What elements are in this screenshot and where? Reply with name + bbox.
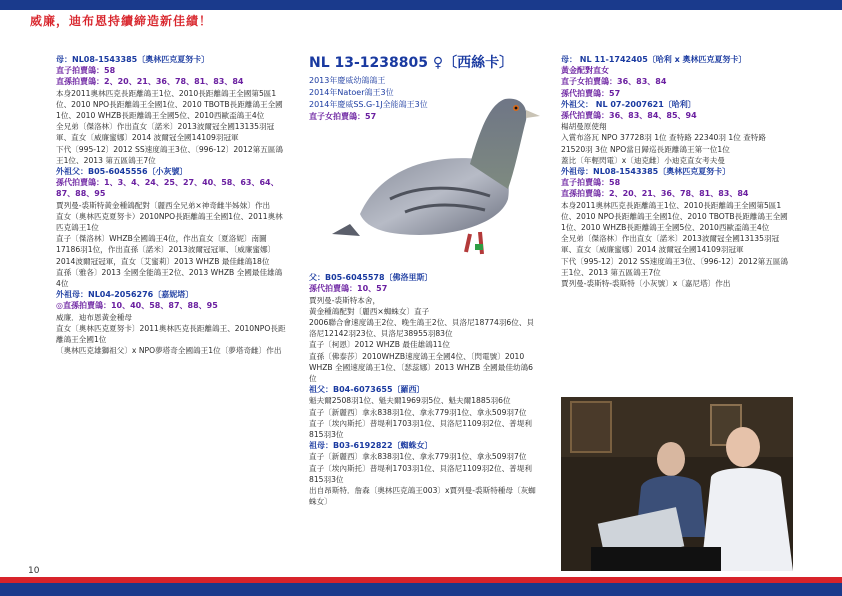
- pedigree-text: 直女（奧林匹克夏努卡）2010NPO長距離鴿王全國1位、2011奧林匹克鴿王1位: [56, 211, 283, 233]
- pedigree-heading: 黃金配對直女: [561, 66, 609, 76]
- pedigree-text: 賈列曼-裘斯特黃金種鴿配對〔麗西全兄弟×神奇雌半姊妹〕作出: [56, 200, 271, 210]
- footer-blue-bar: [0, 583, 842, 596]
- right-pedigree-column: [561, 54, 791, 289]
- pedigree-text: 本身2011奧林匹克長距離鴿王1位、2010長距離鴿王全國第5區1位、2010 NPO長距離鴿王全國1位、2010 TBOTB長距離鴿王全國1位、2010 WHZB長距離鴿王全國5位、2010西歐盃鴿王4位: [56, 88, 283, 121]
- pedigree-text: 〔奧林匹克雄獅祖父〕x NPO夢塔奇全國鴿王1位〔夢塔奇雌〕作出: [56, 346, 282, 356]
- pedigree-text: 直子〔埃內斯托〕普堤利1703羽1位、貝洛尼1109羽2位、普堤利815羽3位: [309, 418, 532, 440]
- pedigree-text: 直孫〔佛泰莎〕2010WHZB速度鴿王全國4位、〔閃電號〕2010 WHZB 全國速度鴿王1位、〔瑟蕊娜〕2013 WHZB 全國最佳幼鴿6位: [309, 351, 533, 384]
- pedigree-heading: 外祖母：NL04-2056276〔嘉妮塔〕: [56, 290, 194, 300]
- pedigree-text: 賈列曼-裘斯特本舍，: [309, 295, 381, 305]
- pedigree-text: 直子〔傑洛林〕WHZB全國鴿王4位，作出直女〔夏洛妮〕南圖17186羽1位，作出直孫〔諾米〕2013波爾冠冠軍、〔威廉蜜娜〕2014波爾冠冠軍，直女〔艾蜜莉〕2013 WHZB 最佳雌鴿18位: [56, 234, 276, 266]
- pedigree-text: 直子〔埃內斯托〕普堤利1703羽1位、貝洛尼1109羽2位、普堤利815羽3位: [309, 463, 532, 484]
- pedigree-heading: 父：B05-6045578〔佛洛里斯〕: [309, 273, 433, 283]
- pedigree-text: 黃金種鴿配對〔麗西×蜘蛛女〕直子: [309, 306, 430, 316]
- pedigree-heading: 祖父：B04-6073655〔羅西〕: [309, 385, 425, 395]
- pedigree-text: 直孫〔雅各〕2013 全國全能鴿王2位、2013 WHZB 全國最佳雄鴿4位: [56, 267, 283, 289]
- pedigree-text: 楊胡曼原使翔: [561, 122, 607, 132]
- pedigree-text: 出自昂斯特．詹森〔奧林匹克鴿王003〕x賈列曼-裘斯特種母〔灰蜘蛛女〕: [309, 486, 536, 507]
- pedigree-text: 直女〔奧林匹克夏努卡〕2011奧林匹克長距離鴿王、2010NPO長距離鴿王全國1位: [56, 323, 286, 345]
- pedigree-heading: 孫代拍賣鴿：10、57: [309, 284, 388, 294]
- pedigree-text: 下代〔995-12〕2012 SS速度鴿王3位、〔996-12〕2012第五區鴿王1位、2013 第五區鴿王7位: [561, 256, 789, 277]
- pedigree-heading: 外祖母：NL08-1543385〔奧林匹克夏努卡〕: [561, 167, 731, 177]
- pedigree-text: 入賞布洛瓦 NPO 37728羽 1位 查特路 22340羽 1位 查特路 21520羽 3位 NPO當日歸巡長距離鴿王第一位1位: [561, 133, 767, 154]
- pedigree-heading: 直子拍賣鴿：58: [561, 178, 621, 188]
- sire-section: [309, 272, 539, 507]
- title-auction-line: 直子女拍賣鴿：57: [309, 112, 377, 121]
- left-pedigree-column: [56, 54, 286, 356]
- pedigree-heading: ◎直孫拍賣鴿：10、40、58、87、88、95: [56, 301, 218, 311]
- pedigree-text: 蓋比〔年輕閃電〕x〔迪克雌〕小迪克直女考夫曼: [561, 155, 725, 165]
- pedigree-heading: 孫代拍賣鴿：36、83、84、85、94: [561, 111, 697, 121]
- pedigree-heading: 孫代拍賣鴿：57: [561, 88, 621, 98]
- pedigree-heading: 母： NL 11-1742405〔哈利 x 奧林匹克夏努卡〕: [561, 55, 747, 64]
- pedigree-text: 直子〔新麗西〕拿永838羽1位、拿永779羽1位、拿永509羽7位: [309, 407, 527, 417]
- pedigree-heading: 孫代拍賣鴿：1、3、4、24、25、27、40、58、63、64、87、88、95: [56, 178, 279, 199]
- pedigree-heading: 直子女拍賣鴿：36、83、84: [561, 77, 667, 87]
- pedigree-text: 威廉．迪布恩黃金種母: [56, 312, 132, 322]
- pigeon-photo: [330, 74, 542, 264]
- ring-number-title: NL 13-1238805 ♀〔西絲卡〕: [309, 55, 514, 71]
- pedigree-heading: 外祖父：B05-6045556〔小灰號〕: [56, 167, 188, 177]
- pedigree-text: 全兄弟〔傑洛林〕作出直女〔諾米〕2013波爾冠全國13135羽冠軍、直女〔威廉蜜娜〕2014 波爾冠全國14109羽冠軍: [561, 234, 780, 255]
- header-tagline: 威廉，迪布恩持續締造新佳績！: [30, 14, 213, 28]
- pedigree-text: 魁夫爾2508羽1位、魁夫爾1969羽5位、魁夫爾1885羽6位: [309, 396, 511, 406]
- pedigree-heading: 母：NL08-1543385〔奧林匹克夏努卡〕: [56, 55, 210, 64]
- title-achievement-3: 2014年慶威SS.G-1J全能鴿王3位: [309, 100, 428, 109]
- pedigree-text: 本身2011奧林匹克長距離鴿王1位、2010長距離鴿王全國第5區1位、2010 NPO長距離鴿王全國1位、2010 TBOTB長距離鴿王全國1位、2010 WHZB長距離鴿王全國5位、2010西歐盃鴿王4位: [561, 200, 788, 233]
- pedigree-heading: 直孫拍賣鴿：2、20、21、36、78、81、83、84: [561, 189, 749, 199]
- pedigree-heading: 祖母：B03-6192822〔蜘蛛女〕: [309, 441, 433, 451]
- top-color-bar: [0, 0, 842, 10]
- pedigree-text: 2006聯合會速度鴿王2位、晚生鴿王2位、貝洛尼18774羽6位、貝洛尼12142羽23位、貝洛尼38955羽83位: [309, 318, 535, 339]
- breeders-photo: [561, 397, 793, 571]
- pedigree-text: 全兄弟〔傑洛林〕作出直女〔諾米〕2013波爾冠全國13135羽冠軍、直女〔威廉蜜娜〕2014 波爾冠全國14109羽冠軍: [56, 122, 275, 143]
- pedigree-text: 直子〔柯恩〕2012 WHZB 最佳雄鴿11位: [309, 340, 450, 350]
- title-achievement-2: 2014年Natoer鴿王3位: [309, 88, 394, 97]
- page-number: 10: [28, 566, 40, 576]
- pedigree-heading: 直孫拍賣鴿：2、20、21、36、78、81、83、84: [56, 77, 244, 87]
- pedigree-heading: 直子拍賣鴿：58: [56, 66, 116, 76]
- pedigree-heading: 外祖父： NL 07-2007621〔哈利〕: [561, 99, 696, 109]
- pedigree-text: 賈列曼-裘斯特-裘斯特〔小灰號〕x〔嘉尼塔〕作出: [561, 279, 731, 289]
- pedigree-text: 下代〔995-12〕2012 SS速度鴿王3位、〔996-12〕2012第五區鴿王1位、2013 第五區鴿王7位: [56, 144, 284, 165]
- pedigree-text: 直子〔新麗西〕拿永838羽1位、拿永779羽1位、拿永509羽7位: [309, 452, 527, 462]
- title-achievement-1: 2013年慶威幼鴿鴿王: [309, 76, 386, 85]
